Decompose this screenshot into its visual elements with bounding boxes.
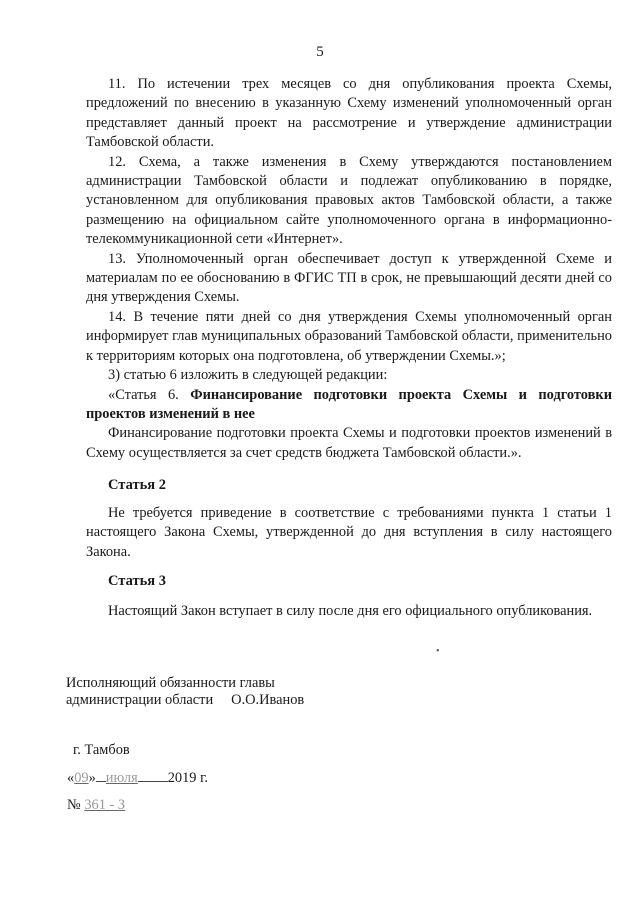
article3-block: [86, 602, 612, 621]
paragraph-11: 11. По истечении трех месяцев со дня опубликования проекта Схемы, предложений по внесению в указанную Схему изменений уполномоченный орган представляет данный проект на рассмотрение и утверждение администрации Тамбовской области.: [86, 76, 612, 151]
article6-prefix: «Статья 6.: [108, 386, 191, 403]
paragraph-12: 12. Схема, а также изменения в Схему утверждаются постановлением администрации Тамбовской области и подлежат опубликованию в порядке, установленном для опубликования правовых актов Тамбовской области, а также размещению на официальном сайте уполномоченного органа в информационно-телекоммуникационной сети «Интернет».: [86, 153, 612, 248]
signatory-name: О.О.Иванов: [231, 692, 305, 708]
paragraph-13: 13. Уполномоченный орган обеспечивает доступ к утвержденной Схеме и материалам по ее обоснованию в ФГИС ТП в срок, не превышающий десяти дней со дня утверждения Схемы.: [86, 250, 612, 306]
article3-heading: Статья 3: [108, 573, 166, 589]
scan-speck: •: [436, 646, 440, 657]
article2-text: Не требуется приведение в соответствие с требованиями пункта 1 статьи 1 настоящего Закона Схемы, утвержденной до дня вступления в силу настоящего Закона.: [86, 505, 612, 560]
document-number: 361 - З: [84, 797, 126, 813]
signature-block: [66, 675, 304, 709]
number-label: №: [67, 797, 81, 813]
signature-title-line1: Исполняющий обязанности главы: [66, 675, 275, 691]
paragraph-14: 14. В течение пяти дней со дня утверждения Схемы уполномоченный орган информирует глав муниципальных образований Тамбовской области, применительно к территориям которых она подготовлена, об утверждении Схемы.»;: [86, 308, 612, 364]
date-year: 2019 г.: [167, 770, 208, 786]
place-of-signing: г. Тамбов: [73, 742, 130, 758]
article6-title-paragraph: [86, 386, 612, 425]
date-day: 09: [74, 770, 89, 786]
date-blank: [96, 768, 106, 782]
document-number-line: [67, 797, 125, 814]
page-number: 5: [316, 44, 324, 60]
paragraph-article6-intro: 3) статью 6 изложить в следующей редакции:: [108, 367, 388, 384]
date-blank: [138, 768, 168, 782]
signature-title-line2: администрации области О.О.Иванов: [66, 692, 305, 708]
article3-text: Настоящий Закон вступает в силу после дня его официального опубликования.: [108, 603, 593, 619]
article2-heading: Статья 2: [108, 477, 166, 493]
article2-block: [86, 504, 612, 562]
date-line: «09» июля 2019 г.: [67, 770, 208, 786]
article6-text: Финансирование подготовки проекта Схемы и подготовки проектов изменений в Схему осуществляется за счет средств бюджета Тамбовской области.».: [86, 425, 612, 461]
date-month: июля: [105, 770, 138, 786]
article6-title: Финансирование подготовки проекта Схемы и подготовки проектов изменений в нее: [86, 386, 612, 422]
amendment-text-block: [86, 75, 612, 463]
